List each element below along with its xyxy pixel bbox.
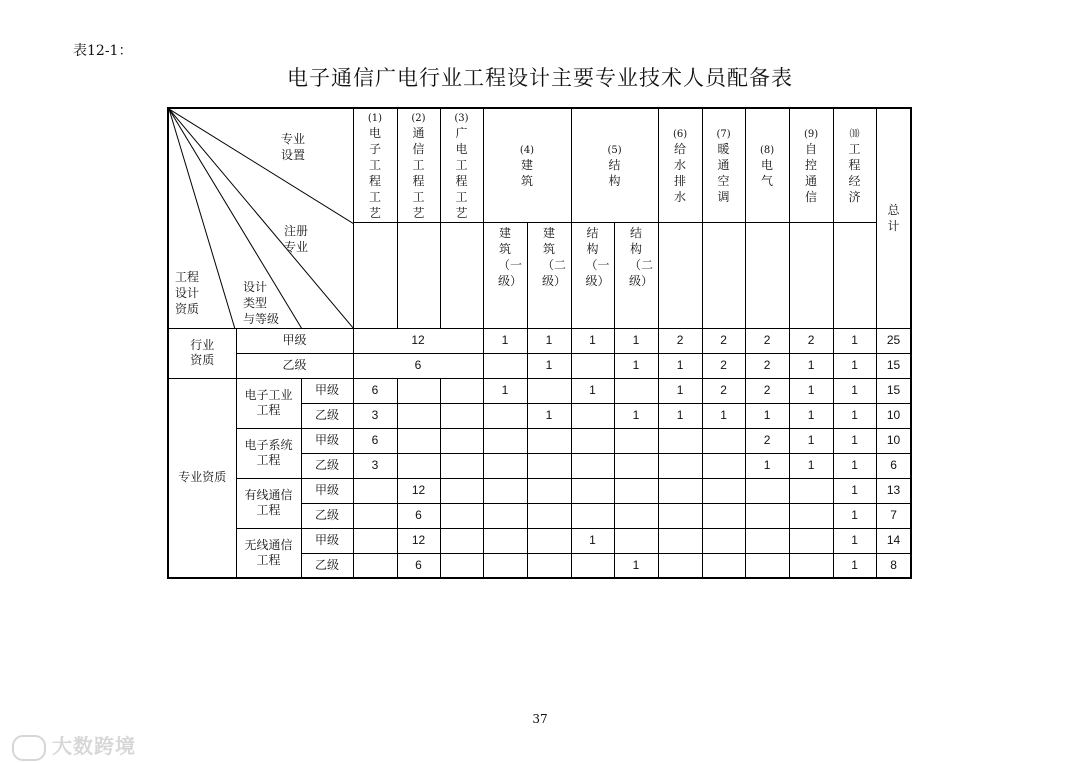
value-cell [745,553,789,578]
cell-text: 1 [807,458,815,472]
cell-text: 乙级 [314,408,339,422]
cell-text: 15 [886,358,901,372]
value-cell [614,453,658,478]
grade-cell [301,478,353,503]
column-index: (7) [716,129,731,141]
value-cell [440,403,483,428]
cell-text: 电子系统 工程 [244,438,293,467]
cell-text: 1 [632,408,640,422]
value-cell [833,428,876,453]
grade-cell [301,453,353,478]
value-cell [440,503,483,528]
value-cell [440,378,483,403]
value-cell [397,503,440,528]
cell-text: 甲级 [282,333,307,347]
cell-text: 行业 资质 [190,338,215,367]
value-cell [527,428,571,453]
cell-text: 10 [886,433,901,447]
corner-registered-label: 注册 专业 [284,224,309,254]
value-cell [876,328,911,353]
grade-cell [301,553,353,578]
table-row [168,428,911,453]
vertical-label: 总计 [887,203,900,234]
watermark-text: 大数跨境 [52,734,136,758]
value-cell [658,353,702,378]
value-cell [527,453,571,478]
value-cell [745,328,789,353]
vertical-label: 电子工程工艺 [368,126,381,221]
value-cell [614,503,658,528]
value-cell [658,528,702,553]
value-cell [397,403,440,428]
value-cell [483,503,527,528]
value-cell [789,528,833,553]
staffing-table [167,107,912,579]
empty-cell [397,222,440,328]
cell-text: 1 [676,408,684,422]
empty-cell [745,222,789,328]
vertical-label: 电气 [761,158,774,189]
value-cell [658,328,702,353]
grade-cell [301,378,353,403]
value-cell [614,378,658,403]
empty-cell [702,222,745,328]
value-cell [745,453,789,478]
registered-subcolumn [614,222,658,328]
cell-text: 专业资质 [178,470,227,485]
grade-cell [301,428,353,453]
value-cell [658,453,702,478]
value-cell [833,528,876,553]
value-cell [614,528,658,553]
cell-text: 1 [851,508,858,522]
value-cell [483,528,527,553]
value-cell [353,453,397,478]
value-cell [527,378,571,403]
value-cell [833,453,876,478]
grade-cell [236,328,353,353]
value-cell [527,403,571,428]
value-cell [658,428,702,453]
column-index: (6) [672,129,688,141]
cell-text: 1 [851,557,858,572]
corner-design-type-label: 设计 类型 与等级 [243,280,280,326]
value-cell [571,503,614,528]
value-cell [571,378,614,403]
cell-text: 无线通信 工程 [244,537,293,567]
value-cell [614,328,658,353]
cell-text: 1 [807,358,815,372]
vertical-label: 建筑 [520,158,533,189]
table-row [168,478,911,503]
value-cell [702,453,745,478]
value-cell [440,478,483,503]
column-header [745,108,789,222]
page-title: 电子通信广电行业工程设计主要专业技术人员配备表 [287,66,793,90]
value-cell [745,428,789,453]
value-cell [527,353,571,378]
value-cell [745,378,789,403]
value-cell [876,503,911,528]
cell-text: 6 [371,433,379,447]
empty-cell [440,222,483,328]
value-cell [614,553,658,578]
value-cell [658,478,702,503]
column-index: ⑽ [849,129,860,141]
value-cell [440,553,483,578]
vertical-label: 结构（二级） [629,225,654,288]
cell-text: 12 [411,333,425,347]
value-cell [571,428,614,453]
table-caption: 表12-1： [73,43,133,59]
value-cell [397,428,440,453]
cell-text: 1 [851,333,858,347]
cell-text: 1 [545,358,553,372]
value-cell [745,478,789,503]
value-cell [876,478,911,503]
cell-text: 1 [632,333,640,347]
cell-text: 1 [632,557,640,572]
value-cell [876,378,911,403]
grade-cell [301,403,353,428]
value-cell [702,403,745,428]
value-cell [658,378,702,403]
value-cell [483,478,527,503]
cell-text: 6 [415,557,422,572]
value-cell [833,403,876,428]
cell-text: 2 [720,333,727,347]
cell-text: 6 [371,383,379,397]
value-cell [527,328,571,353]
cell-text: 2 [720,383,727,397]
value-cell [483,378,527,403]
cell-text: 2 [763,358,771,372]
cell-text: 1 [545,333,553,347]
value-cell [833,553,876,578]
table-row [168,528,911,553]
value-cell [833,328,876,353]
cell-text: 6 [415,508,422,522]
value-cell [483,353,527,378]
vertical-label: 建筑（二级） [542,225,567,288]
value-cell [789,378,833,403]
cell-text: 电子工业 工程 [244,388,293,417]
cell-text: 25 [886,333,901,347]
value-cell [571,353,614,378]
column-index: (3) [454,113,469,125]
value-cell [483,553,527,578]
cell-text: 有线通信 工程 [244,488,293,517]
cell-text: 1 [763,458,771,472]
value-cell [353,503,397,528]
cell-text: 6 [414,358,422,372]
value-cell [440,528,483,553]
cell-text: 1 [807,383,815,397]
table-row [168,353,911,378]
value-cell [571,328,614,353]
value-cell [397,378,440,403]
column-index: (9) [803,129,819,141]
value-cell [702,428,745,453]
value-cell [876,553,911,578]
value-cell [876,403,911,428]
value-cell [483,403,527,428]
page-number: 37 [532,712,548,726]
value-cell [702,553,745,578]
cell-text: 1 [763,408,771,422]
value-cell [658,503,702,528]
value-cell [397,453,440,478]
value-cell [483,428,527,453]
cell-text: 乙级 [314,557,339,572]
cell-text: 甲级 [314,483,339,497]
value-cell [789,428,833,453]
value-cell [789,453,833,478]
cell-text: 8 [890,557,897,572]
cell-text: 12 [411,483,426,497]
value-cell [876,528,911,553]
value-cell [658,553,702,578]
value-cell [571,528,614,553]
value-cell [702,478,745,503]
vertical-label: 自控通信 [805,142,818,205]
cell-text: 15 [886,383,901,397]
empty-cell [789,222,833,328]
value-cell [527,503,571,528]
table-row [168,328,911,353]
diagonal-corner-cell [168,108,353,328]
cell-text: 乙级 [282,358,307,372]
cell-text: 2 [763,333,771,347]
value-cell [614,478,658,503]
cell-text: 14 [886,533,901,547]
cell-text: 1 [807,408,815,422]
column-header [658,108,702,222]
cell-text: 1 [851,433,858,447]
registered-subcolumn [571,222,614,328]
cell-text: 1 [807,433,815,447]
discipline-group [236,478,301,528]
column-header [571,108,658,222]
cell-text: 1 [851,408,858,422]
value-cell [833,378,876,403]
value-cell [571,453,614,478]
professional-qualification-label [168,378,236,578]
registered-subcolumn [483,222,527,328]
column-index: (2) [411,113,426,125]
cell-text: 7 [890,508,897,522]
column-header [833,108,876,222]
column-header [876,108,911,328]
value-cell [397,553,440,578]
column-header [483,108,571,222]
column-header [702,108,745,222]
value-cell [745,353,789,378]
cell-text: 1 [851,358,858,372]
value-cell [527,478,571,503]
value-cell [745,503,789,528]
column-index: (1) [367,113,383,125]
cell-text: 1 [545,408,553,422]
cell-text: 乙级 [314,458,339,472]
value-cell [353,478,397,503]
value-cell [702,353,745,378]
empty-cell [833,222,876,328]
value-cell [702,328,745,353]
cell-text: 1 [589,383,596,397]
cell-text: 3 [371,458,379,472]
cell-text: 2 [763,383,771,397]
value-cell [397,528,440,553]
value-cell [789,328,833,353]
grade-cell [301,528,353,553]
cell-text: 3 [371,408,379,422]
value-cell [353,428,397,453]
value-cell [527,553,571,578]
cell-text: 乙级 [314,508,339,522]
value-cell [353,378,397,403]
discipline-group [236,378,301,428]
cell-text: 1 [589,533,596,547]
value-cell [614,428,658,453]
vertical-label: 通信工程工艺 [412,126,425,221]
vertical-label: 结构 [608,158,621,189]
cell-text: 1 [501,383,509,397]
column-header [397,108,440,222]
value-cell [440,453,483,478]
discipline-group [236,428,301,478]
watermark [12,730,136,761]
cell-text: 13 [886,483,901,497]
value-cell [571,403,614,428]
value-cell [789,353,833,378]
value-cell [876,353,911,378]
process-cell [353,328,483,353]
column-index: (4) [519,145,535,157]
value-cell [571,478,614,503]
cell-text: 2 [807,333,815,347]
column-header [789,108,833,222]
value-cell [702,503,745,528]
value-cell [789,403,833,428]
process-cell [353,353,483,378]
cell-text: 甲级 [314,533,339,547]
cell-text: 1 [851,533,858,547]
grade-cell [301,503,353,528]
discipline-group [236,528,301,578]
value-cell [571,553,614,578]
column-header [353,108,397,222]
corner-setting-label: 专业 设置 [281,132,306,162]
vertical-label: 工程经济 [848,142,861,205]
value-cell [833,478,876,503]
value-cell [745,528,789,553]
value-cell [658,403,702,428]
cell-text: 2 [720,358,727,372]
value-cell [789,478,833,503]
vertical-label: 给水排水 [674,142,687,205]
table-row [168,378,911,403]
value-cell [702,378,745,403]
cell-text: 2 [676,333,684,347]
value-cell [614,403,658,428]
cell-text: 1 [851,458,858,472]
cell-text: 10 [886,408,901,422]
column-header-row [168,108,911,222]
value-cell [833,353,876,378]
grade-cell [236,353,353,378]
cell-text: 甲级 [314,383,339,397]
cell-text: 1 [632,358,640,372]
cell-text: 1 [851,483,858,497]
vertical-label: 暖通空调 [717,142,730,205]
value-cell [353,553,397,578]
cell-text: 1 [501,333,509,347]
vertical-label: 广电工程工艺 [455,126,468,221]
value-cell [353,403,397,428]
value-cell [833,503,876,528]
cell-text: 1 [720,408,727,422]
vertical-label: 结构（一级） [585,225,610,288]
column-index: (8) [759,145,775,157]
value-cell [876,428,911,453]
cell-text: 6 [890,458,897,472]
value-cell [789,553,833,578]
empty-cell [353,222,397,328]
value-cell [397,478,440,503]
cell-text: 1 [676,358,684,372]
value-cell [702,528,745,553]
watermark-logo-icon [12,735,46,761]
cell-text: 1 [589,333,596,347]
registered-subcolumn [527,222,571,328]
value-cell [789,503,833,528]
cell-text: 2 [763,433,771,447]
cell-text: 甲级 [314,433,339,447]
corner-qualification-label: 工程 设计 资质 [175,270,200,316]
vertical-label: 建筑（一级） [498,225,523,288]
industry-qualification-label [168,328,236,378]
value-cell [483,328,527,353]
column-index: (5) [607,145,622,157]
value-cell [440,428,483,453]
value-cell [876,453,911,478]
value-cell [483,453,527,478]
value-cell [353,528,397,553]
cell-text: 1 [851,383,858,397]
cell-text: 12 [411,533,426,547]
empty-cell [658,222,702,328]
column-header [440,108,483,222]
value-cell [745,403,789,428]
value-cell [527,528,571,553]
cell-text: 1 [676,383,684,397]
value-cell [614,353,658,378]
